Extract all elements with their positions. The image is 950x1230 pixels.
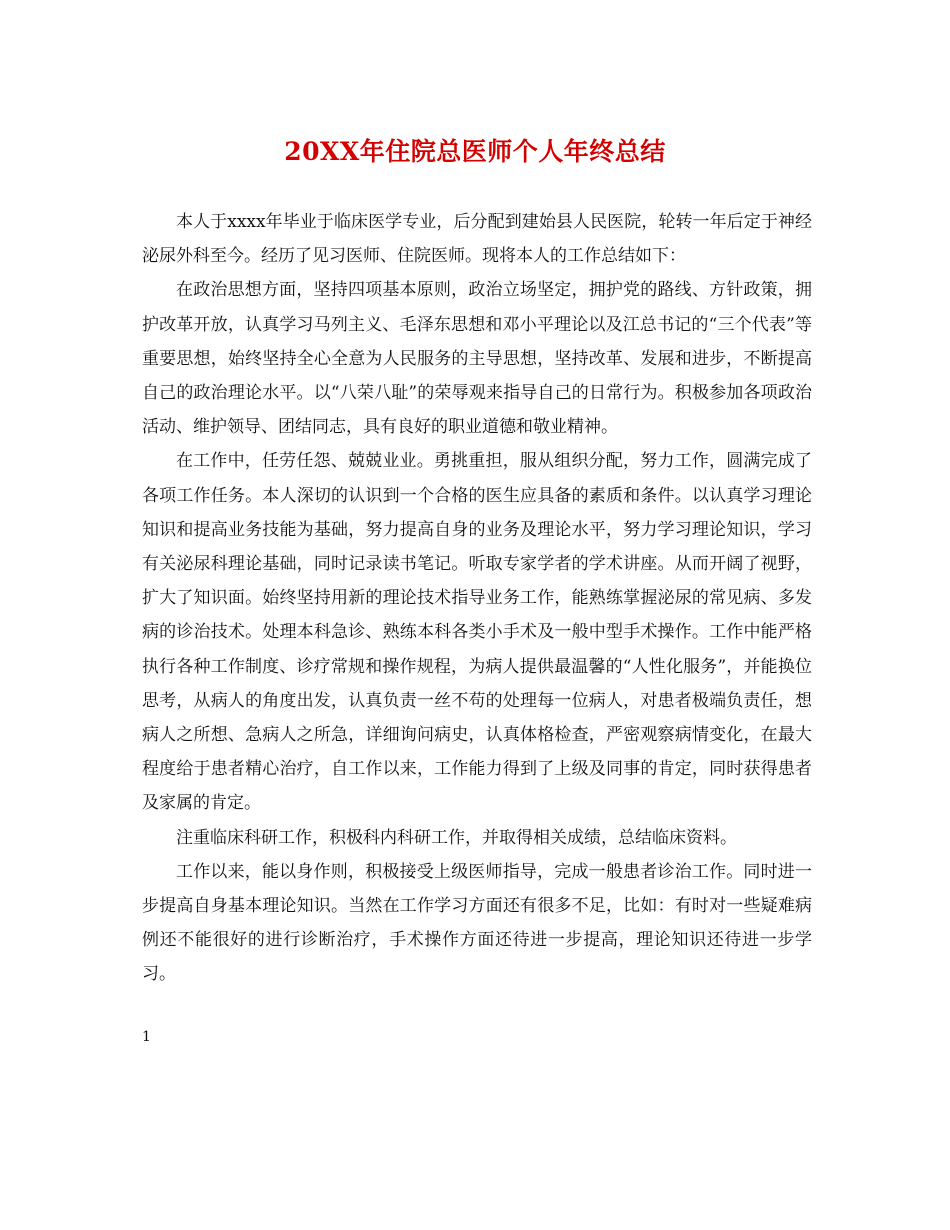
paragraph-research: 注重临床科研工作，积极科内科研工作，并取得相关成绩，总结临床资料。 [176, 827, 737, 848]
document-title: 20XX年住院总医师个人年终总结 [284, 137, 666, 166]
paragraph-intro: 本人于xxxx年毕业于临床医学专业，后分配到建始县人民医院，轮转一年后定于神经泌尿外科至今。经历了见习医师、住院医师。现将本人的工作总结如下： [142, 212, 812, 267]
paragraph-work: 在工作中，任劳任怨、兢兢业业。勇挑重担，服从组织分配，努力工作，圆满完成了各项工作任务。本人深切的认识到一个合格的医生应具备的素质和条件。以认真学习理论知识和提高业务技能为基础，努力提高自身的业务及理论水平，努力学习理论知识，学习有关泌尿科理论基础，同时记录读书笔记。听取专家学者的学术讲座。从而开阔了视野，扩大了知识面。始终坚持用新的理论技术指导业务工作，能熟练掌握泌尿的常见病、多发病的诊治技术。处理本科急诊、熟练本科各类小手术及一般中型手术操作。工作中能严格执行各种工作制度、诊疗常规和操作规程，为病人提供最温馨的“人性化服务”，并能换位思考，从病人的角度出发，认真负责一丝不苟的处理每一位病人，对患者极端负责任，想病人之所想、急病人之所急，详细询问病史，认真体格检查，严密观察病情变化，在最大程度给于患者精心治疗，自工作以来，工作能力得到了上级及同事的肯定，同时获得患者及家属的肯定。 [142, 451, 812, 814]
paragraph-summary: 工作以来，能以身作则，积极接受上级医师指导，完成一般患者诊治工作。同时进一步提高自身基本理论知识。当然在工作学习方面还有很多不足，比如：有时对一些疑难病例还不能很好的进行诊断治疗，手术操作方面还待进一步提高，理论知识还待进一步学习。 [142, 861, 812, 985]
paragraph-political-thought: 在政治思想方面，坚持四项基本原则，政治立场坚定，拥护党的路线、方针政策，拥护改革开放，认真学习马列主义、毛泽东思想和邓小平理论以及江总书记的“三个代表”等重要思想，始终坚持全心全意为人民服务的主导思想，坚持改革、发展和进步，不断提高自己的政治理论水平。以“八荣八耻”的荣辱观来指导自己的日常行为。积极参加各项政治活动、维护领导、团结同志，具有良好的职业道德和敬业精神。 [142, 280, 812, 438]
document-body [142, 205, 812, 992]
page-number: 1 [142, 1029, 151, 1045]
